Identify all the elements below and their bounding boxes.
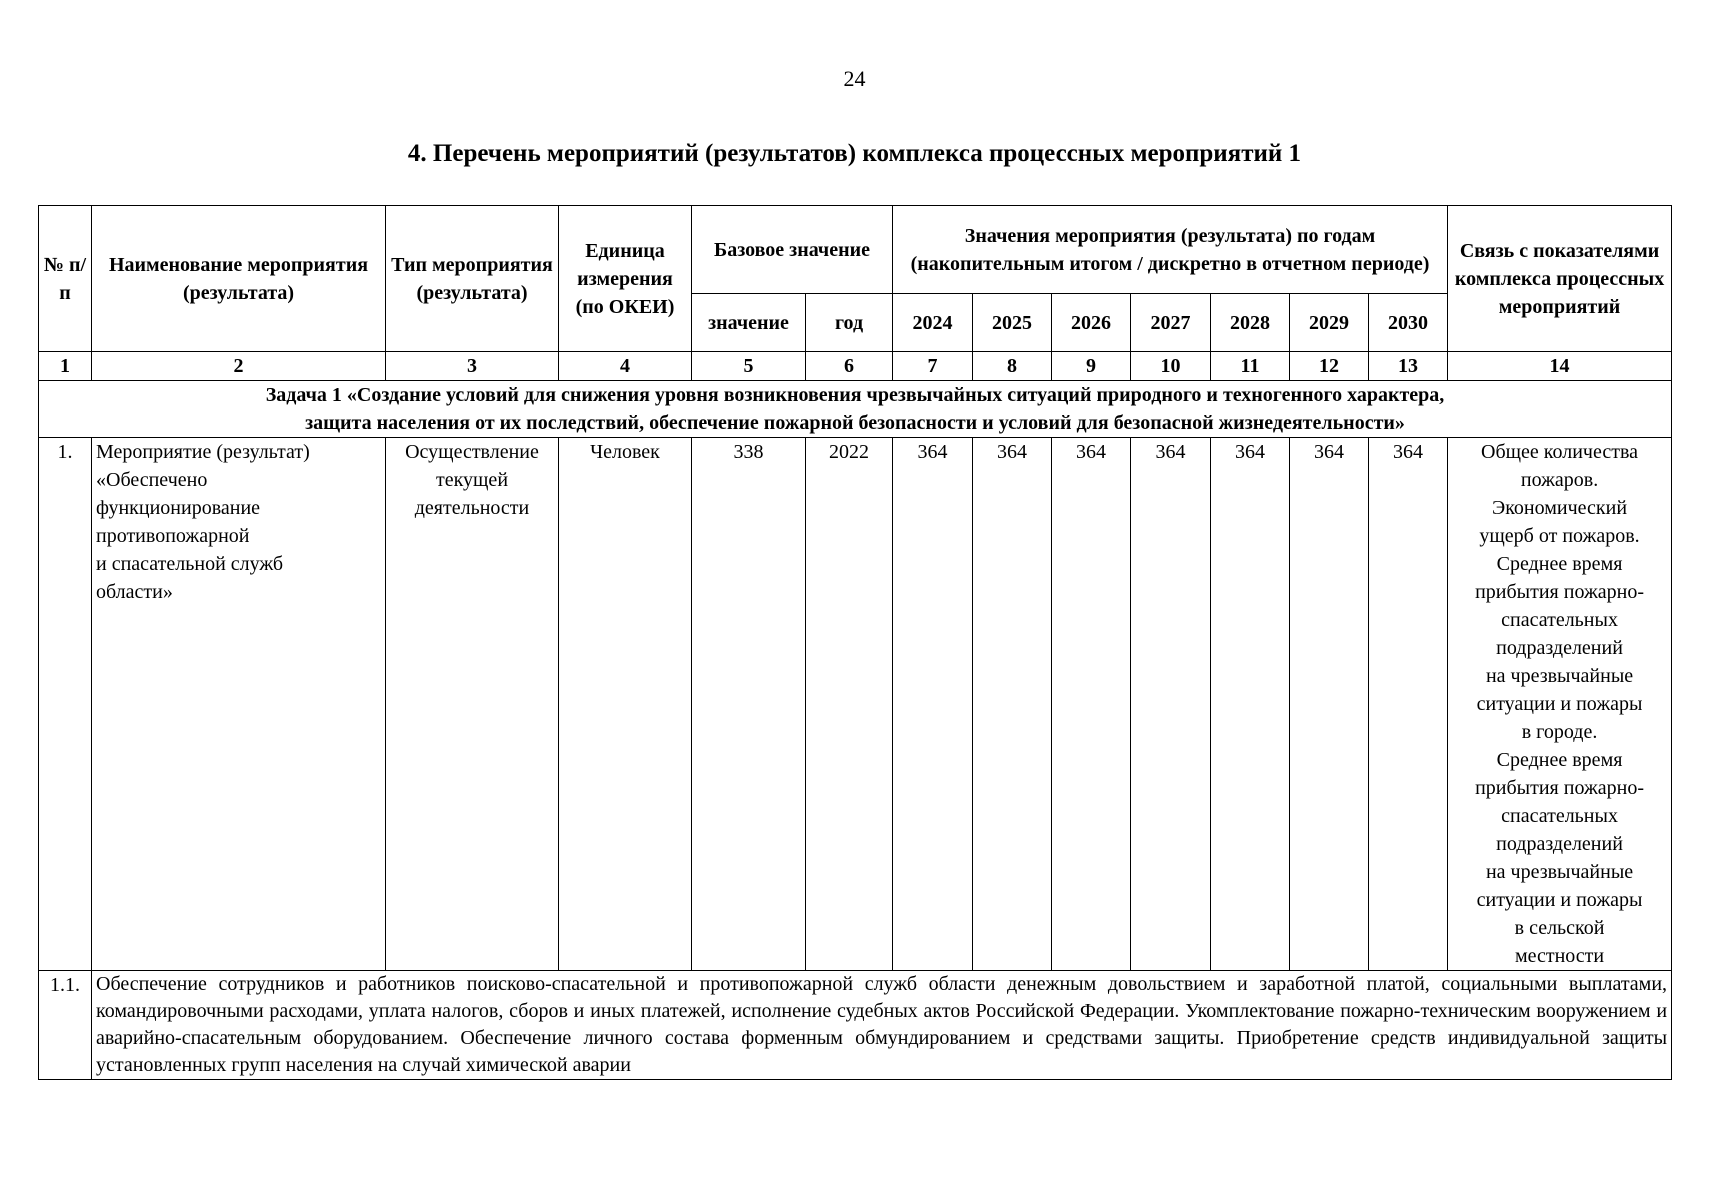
text-line: противопожарной bbox=[96, 525, 250, 547]
text-line: и спасательной служб bbox=[96, 553, 284, 575]
column-number: 8 bbox=[973, 352, 1052, 381]
text-line: в городе. bbox=[1521, 721, 1598, 743]
year-value: 364 bbox=[1052, 438, 1131, 971]
text-line: пожаров. bbox=[1520, 469, 1599, 491]
text-line: «Обеспечено bbox=[96, 469, 208, 491]
row-num: 1.1. bbox=[39, 971, 92, 1080]
text-line: Осуществление bbox=[405, 441, 539, 463]
column-number: 1 bbox=[39, 352, 92, 381]
page-number: 24 bbox=[843, 66, 866, 91]
header-num: № п/п bbox=[39, 206, 92, 352]
task-heading-line: защита населения от их последствий, обеспечение пожарной безопасности и условий для безопасной жизнедеятельности» bbox=[305, 412, 1405, 434]
year-value: 364 bbox=[1290, 438, 1369, 971]
task-heading bbox=[39, 381, 1672, 438]
text-line: ситуации и пожары bbox=[1476, 889, 1643, 911]
column-number: 10 bbox=[1131, 352, 1211, 381]
column-number: 9 bbox=[1052, 352, 1131, 381]
column-number: 14 bbox=[1448, 352, 1672, 381]
header-unit: Единица измерения (по ОКЕИ) bbox=[559, 206, 692, 352]
measure-type bbox=[386, 438, 559, 971]
text-line: Экономический bbox=[1492, 497, 1628, 519]
text-line: местности bbox=[1514, 945, 1605, 967]
year-value: 364 bbox=[893, 438, 973, 971]
text-line: ущерб от пожаров. bbox=[1479, 525, 1640, 547]
column-number: 11 bbox=[1211, 352, 1290, 381]
column-number: 5 bbox=[692, 352, 806, 381]
indicator-link bbox=[1448, 438, 1672, 971]
header-type: Тип мероприятия (результата) bbox=[386, 206, 559, 352]
header-year: 2026 bbox=[1052, 294, 1131, 352]
column-number: 7 bbox=[893, 352, 973, 381]
text-line: в сельской bbox=[1514, 917, 1605, 939]
text-line: текущей bbox=[435, 469, 509, 491]
header-base-value: значение bbox=[692, 294, 806, 352]
column-number: 4 bbox=[559, 352, 692, 381]
text-line: подразделений bbox=[1496, 833, 1623, 855]
measure-name bbox=[92, 438, 386, 971]
header-year: 2030 bbox=[1369, 294, 1448, 352]
header-year: 2024 bbox=[893, 294, 973, 352]
text-line: прибытия пожарно- bbox=[1475, 581, 1645, 603]
text-line: прибытия пожарно- bbox=[1475, 777, 1645, 799]
text-line: области» bbox=[96, 581, 173, 603]
year-value: 364 bbox=[1211, 438, 1290, 971]
column-number: 3 bbox=[386, 352, 559, 381]
header-base: Базовое значение bbox=[692, 206, 893, 294]
text-line: спасательных bbox=[1501, 805, 1618, 827]
measure-unit: Человек bbox=[559, 438, 692, 971]
header-year: 2029 bbox=[1290, 294, 1369, 352]
text-line: на чрезвычайные bbox=[1485, 861, 1634, 883]
table-row bbox=[39, 971, 1672, 1080]
page-title: 4. Перечень мероприятий (результатов) комплекса процессных мероприятий 1 bbox=[407, 140, 1302, 167]
column-number: 6 bbox=[806, 352, 893, 381]
header-base-year: год bbox=[806, 294, 893, 352]
header-years-group: Значения мероприятия (результата) по годам (накопительным итогом / дискретно в отчетном периоде) bbox=[893, 206, 1448, 294]
column-number: 2 bbox=[92, 352, 386, 381]
task-row bbox=[39, 381, 1672, 438]
text-line: Среднее время bbox=[1496, 553, 1623, 575]
header-year: 2027 bbox=[1131, 294, 1211, 352]
column-number: 12 bbox=[1290, 352, 1369, 381]
text-line: на чрезвычайные bbox=[1485, 665, 1634, 687]
header-year: 2025 bbox=[973, 294, 1052, 352]
header-link: Связь с показателями комплекса процессных мероприятий bbox=[1448, 206, 1672, 352]
text-line: Среднее время bbox=[1496, 749, 1623, 771]
measures-table bbox=[38, 205, 1672, 1080]
year-value: 364 bbox=[1131, 438, 1211, 971]
text-line: ситуации и пожары bbox=[1476, 693, 1643, 715]
header-year: 2028 bbox=[1211, 294, 1290, 352]
text-line: функционирование bbox=[96, 497, 261, 519]
text-line: спасательных bbox=[1501, 609, 1618, 631]
table-row bbox=[39, 438, 1672, 971]
header-name: Наименование мероприятия (результата) bbox=[92, 206, 386, 352]
year-value: 364 bbox=[1369, 438, 1448, 971]
sub-measure-description: Обеспечение сотрудников и работников поисково-спасательной и противопожарной служб области денежным довольствием и заработной платой, социальными выплатами, командировочными расходами, уплата налогов, сборов и иных платежей, исполнение судебных актов Российской Федерации. Укомплектование пожарно-техническим вооружением и аварийно-спасательным оборудованием. Обеспечение личного состава форменным обмундированием и средствами защиты. Приобретение средств индивидуальной защиты установленных групп населения на случай химической аварии bbox=[92, 971, 1672, 1080]
text-line: Общее количества bbox=[1481, 441, 1639, 463]
task-heading-line: Задача 1 «Создание условий для снижения уровня возникновения чрезвычайных ситуаций природного и техногенного характера, bbox=[265, 384, 1445, 406]
base-year: 2022 bbox=[806, 438, 893, 971]
row-num: 1. bbox=[39, 438, 92, 971]
column-number: 13 bbox=[1369, 352, 1448, 381]
text-line: Мероприятие (результат) bbox=[96, 441, 310, 463]
base-value: 338 bbox=[692, 438, 806, 971]
text-line: подразделений bbox=[1496, 637, 1623, 659]
year-value: 364 bbox=[973, 438, 1052, 971]
column-number-row bbox=[39, 352, 1672, 381]
text-line: деятельности bbox=[414, 497, 530, 519]
